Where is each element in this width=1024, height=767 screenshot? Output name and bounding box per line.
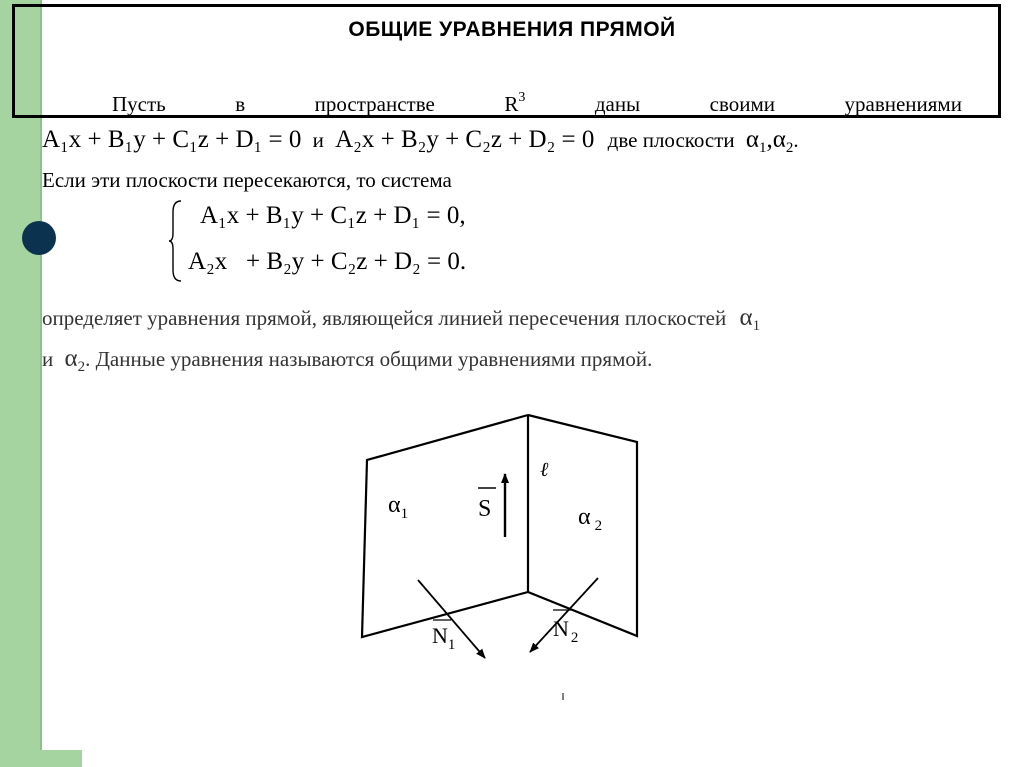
intersect-text: Если эти плоскости пересекаются, то система — [42, 168, 452, 192]
intro-word-3: пространстве — [314, 92, 435, 116]
alpha-symbol: α — [745, 126, 760, 153]
plane-equation-2: A₂x + B₂y + C₂z + D₂ = 0 — [335, 126, 595, 153]
alpha-index-2: 2 — [785, 140, 794, 156]
plane-alpha2-label: α $_2$ — [578, 504, 603, 534]
space-power: 3 — [518, 90, 526, 105]
intro-word-5: даны — [594, 92, 641, 116]
intro-word-2: в — [235, 92, 246, 116]
conclusion-alpha-2-index: 2 — [77, 359, 86, 375]
conclusion-text-1: определяет уравнения прямой, являющейся линией пересечения плоскостей — [42, 306, 727, 330]
n1-label: $N_1$ — [432, 623, 456, 653]
slide-title: ОБЩИЕ УРАВНЕНИЯ ПРЯМОЙ — [348, 18, 676, 41]
conclusion-alpha-1: α — [739, 304, 753, 331]
intro-word-7: уравнениями — [844, 92, 962, 116]
comma-sep: , — [766, 126, 773, 153]
plane-and-word: и — [312, 128, 324, 152]
period: . — [793, 128, 799, 152]
intro-word-6: своими — [709, 92, 776, 116]
plane-alpha1-outline — [362, 415, 528, 637]
n2-label: N $_2$ — [553, 616, 579, 646]
intro-word-1: Пусть — [112, 92, 166, 116]
conclusion-alpha-1-index: 1 — [752, 318, 761, 334]
conclusion-and: и — [42, 347, 54, 371]
system-row-2: A₂x + B₂y + C₂z + D₂ = 0. — [188, 248, 467, 275]
plane-alpha1-label: $\alpha_1$ — [388, 492, 409, 522]
s-label: S — [478, 496, 492, 522]
space-symbol: $R^3$ — [504, 90, 526, 116]
line-label: ℓ — [540, 459, 549, 481]
plane-equation-1: A₁x + B₁y + C₁z + D₁ = 0 — [42, 126, 302, 153]
alpha-symbol-2: α — [772, 126, 786, 153]
system-row-1: A₁x + B₁y + C₁z + D₁ = 0, — [200, 202, 466, 229]
alpha-index-1: 1 — [759, 140, 767, 156]
conclusion-alpha-2: α — [64, 345, 78, 372]
two-planes-text: две плоскости — [607, 128, 735, 152]
conclusion-text-2: . Данные уравнения называются общими уравнениями прямой. — [85, 347, 653, 371]
